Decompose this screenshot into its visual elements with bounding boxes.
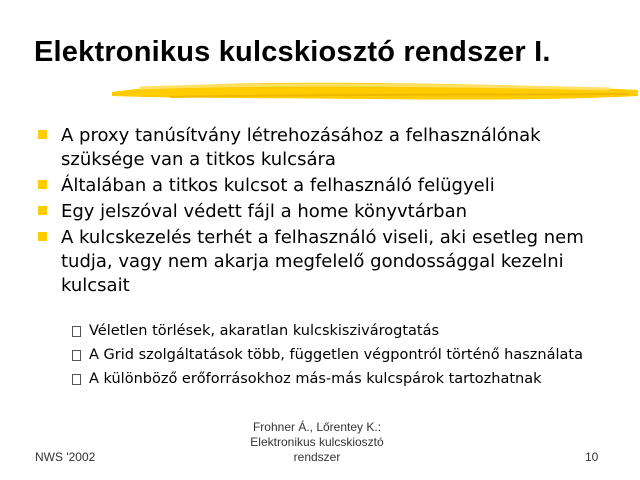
sub-bullet-item: A különböző erőforrásokhoz más-más kulcspárok tartozhatnak: [72, 370, 612, 389]
footer-conference: NWS '2002: [35, 450, 96, 464]
sub-bullet-item: Véletlen törlések, akaratlan kulcskiszivárogtatás: [72, 322, 612, 341]
footer-authors: Frohner Á., Lőrentey K.: Elektronikus kulcskiosztó rendszer: [250, 420, 384, 464]
page-number: 10: [585, 450, 599, 464]
bullet-item: Általában a titkos kulcsot a felhasználó felügyeli: [36, 174, 626, 198]
sub-bullet-list: [72, 322, 612, 394]
bullet-square-icon: [38, 180, 47, 189]
bullet-square-icon: [38, 206, 47, 215]
sub-bullet-box-icon: [72, 350, 81, 361]
bullet-item: A proxy tanúsítvány létrehozásához a felhasználónak szüksége van a titkos kulcsára: [36, 124, 626, 172]
bullet-square-icon: [38, 232, 47, 241]
bullet-square-icon: [38, 130, 47, 139]
bullet-item: A kulcskezelés terhét a felhasználó viseli, aki esetleg nem tudja, vagy nem akarja megfelelő gondossággal kezelni kulcsait: [36, 226, 626, 298]
bullet-item: Egy jelszóval védett fájl a home könyvtárban: [36, 200, 626, 224]
bullet-list: [36, 124, 626, 300]
sub-bullet-box-icon: [72, 326, 81, 337]
sub-bullet-item: A Grid szolgáltatások több, független végpontról történő használata: [72, 346, 612, 365]
sub-bullet-box-icon: [72, 374, 81, 385]
slide-title: Elektronikus kulcskiosztó rendszer I.: [34, 36, 551, 68]
title-underline-brush: [110, 78, 640, 104]
